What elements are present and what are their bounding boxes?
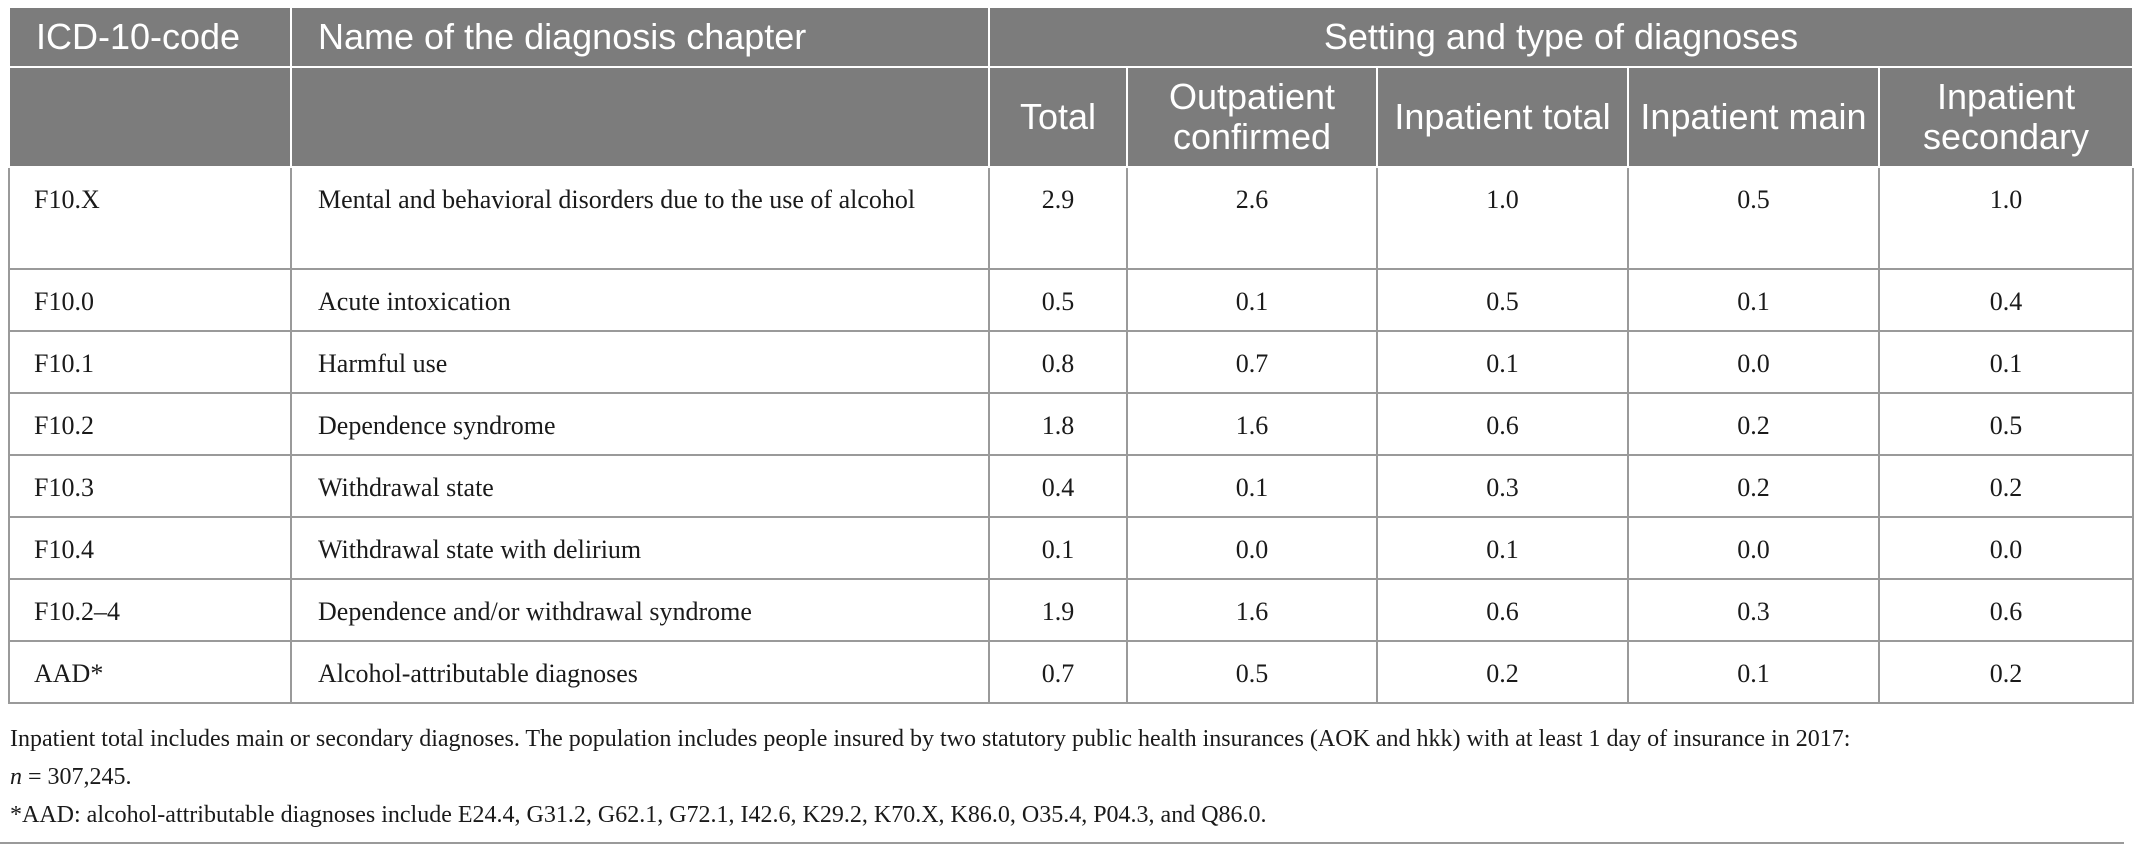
- header-outpatient-confirmed: Outpatient confirmed: [1127, 67, 1377, 167]
- table-header: [9, 7, 2133, 167]
- cell-inpatient-total: 0.1: [1377, 517, 1628, 579]
- cell-inpatient-secondary: 0.5: [1879, 393, 2133, 455]
- cell-icd-code: F10.2: [9, 393, 291, 455]
- bottom-divider: [0, 842, 2124, 844]
- header-inpatient-main: Inpatient main: [1628, 67, 1879, 167]
- note-population: [10, 720, 2132, 796]
- cell-total: 0.8: [989, 331, 1127, 393]
- table-container: [8, 6, 2132, 834]
- cell-total: 0.7: [989, 641, 1127, 703]
- cell-inpatient-total: 0.6: [1377, 579, 1628, 641]
- table-row: [9, 455, 2133, 517]
- cell-icd-code: F10.3: [9, 455, 291, 517]
- cell-inpatient-secondary: 0.6: [1879, 579, 2133, 641]
- header-total: Total: [989, 67, 1127, 167]
- cell-icd-code: F10.0: [9, 269, 291, 331]
- cell-inpatient-main: 0.5: [1628, 167, 1879, 269]
- header-setting-group: Setting and type of diagnoses: [989, 7, 2133, 67]
- cell-total: 1.9: [989, 579, 1127, 641]
- header-blank-chapter: [291, 67, 989, 167]
- table-row: [9, 517, 2133, 579]
- cell-chapter-name: Dependence syndrome: [291, 393, 989, 455]
- header-icd-code: ICD-10-code: [9, 7, 291, 67]
- table-row: [9, 269, 2133, 331]
- cell-chapter-name: Acute intoxication: [291, 269, 989, 331]
- cell-total: 1.8: [989, 393, 1127, 455]
- cell-total: 0.5: [989, 269, 1127, 331]
- cell-outpatient-confirmed: 1.6: [1127, 393, 1377, 455]
- note-n-value: = 307,245.: [22, 764, 132, 790]
- table-row: [9, 331, 2133, 393]
- table-row: [9, 579, 2133, 641]
- cell-chapter-name: Alcohol-attributable diagnoses: [291, 641, 989, 703]
- cell-inpatient-secondary: 0.4: [1879, 269, 2133, 331]
- cell-chapter-name: Harmful use: [291, 331, 989, 393]
- cell-chapter-name: Mental and behavioral disorders due to the use of alcohol: [291, 167, 989, 269]
- table-row: [9, 641, 2133, 703]
- cell-inpatient-total: 1.0: [1377, 167, 1628, 269]
- cell-chapter-name: Withdrawal state with delirium: [291, 517, 989, 579]
- header-chapter-name: Name of the diagnosis chapter: [291, 7, 989, 67]
- cell-icd-code: AAD*: [9, 641, 291, 703]
- note-aad: *AAD: alcohol-attributable diagnoses include E24.4, G31.2, G62.1, G72.1, I42.6, K29.2, K70.X, K86.0, O35.4, P04.3, and Q86.0.: [10, 802, 1267, 828]
- cell-inpatient-secondary: 0.1: [1879, 331, 2133, 393]
- table-notes: [8, 720, 2132, 834]
- cell-inpatient-secondary: 0.2: [1879, 455, 2133, 517]
- table-row: [9, 393, 2133, 455]
- cell-total: 2.9: [989, 167, 1127, 269]
- cell-icd-code: F10.X: [9, 167, 291, 269]
- cell-inpatient-main: 0.1: [1628, 269, 1879, 331]
- cell-inpatient-main: 0.2: [1628, 455, 1879, 517]
- cell-icd-code: F10.2–4: [9, 579, 291, 641]
- note-n-symbol: n: [10, 764, 22, 790]
- header-blank-code: [9, 67, 291, 167]
- cell-outpatient-confirmed: 0.1: [1127, 269, 1377, 331]
- note-population-text: Inpatient total includes main or secondary diagnoses. The population includes people insured by two statutory public health insurances (AOK and hkk) with at least 1 day of insurance in 2017:: [10, 726, 1851, 752]
- cell-icd-code: F10.4: [9, 517, 291, 579]
- cell-inpatient-total: 0.2: [1377, 641, 1628, 703]
- cell-inpatient-main: 0.0: [1628, 517, 1879, 579]
- header-inpatient-secondary: Inpatient secondary: [1879, 67, 2133, 167]
- cell-inpatient-secondary: 0.2: [1879, 641, 2133, 703]
- table-row: [9, 167, 2133, 269]
- cell-inpatient-main: 0.3: [1628, 579, 1879, 641]
- cell-chapter-name: Withdrawal state: [291, 455, 989, 517]
- cell-inpatient-secondary: 0.0: [1879, 517, 2133, 579]
- cell-outpatient-confirmed: 0.1: [1127, 455, 1377, 517]
- cell-total: 0.4: [989, 455, 1127, 517]
- cell-inpatient-total: 0.6: [1377, 393, 1628, 455]
- cell-outpatient-confirmed: 2.6: [1127, 167, 1377, 269]
- cell-outpatient-confirmed: 1.6: [1127, 579, 1377, 641]
- cell-icd-code: F10.1: [9, 331, 291, 393]
- cell-chapter-name: Dependence and/or withdrawal syndrome: [291, 579, 989, 641]
- cell-inpatient-secondary: 1.0: [1879, 167, 2133, 269]
- table-body: [9, 167, 2133, 703]
- cell-outpatient-confirmed: 0.0: [1127, 517, 1377, 579]
- cell-inpatient-main: 0.1: [1628, 641, 1879, 703]
- cell-inpatient-main: 0.2: [1628, 393, 1879, 455]
- diagnoses-table: [8, 6, 2134, 704]
- header-inpatient-total: Inpatient total: [1377, 67, 1628, 167]
- cell-outpatient-confirmed: 0.7: [1127, 331, 1377, 393]
- cell-inpatient-main: 0.0: [1628, 331, 1879, 393]
- cell-outpatient-confirmed: 0.5: [1127, 641, 1377, 703]
- cell-inpatient-total: 0.5: [1377, 269, 1628, 331]
- cell-total: 0.1: [989, 517, 1127, 579]
- cell-inpatient-total: 0.3: [1377, 455, 1628, 517]
- cell-inpatient-total: 0.1: [1377, 331, 1628, 393]
